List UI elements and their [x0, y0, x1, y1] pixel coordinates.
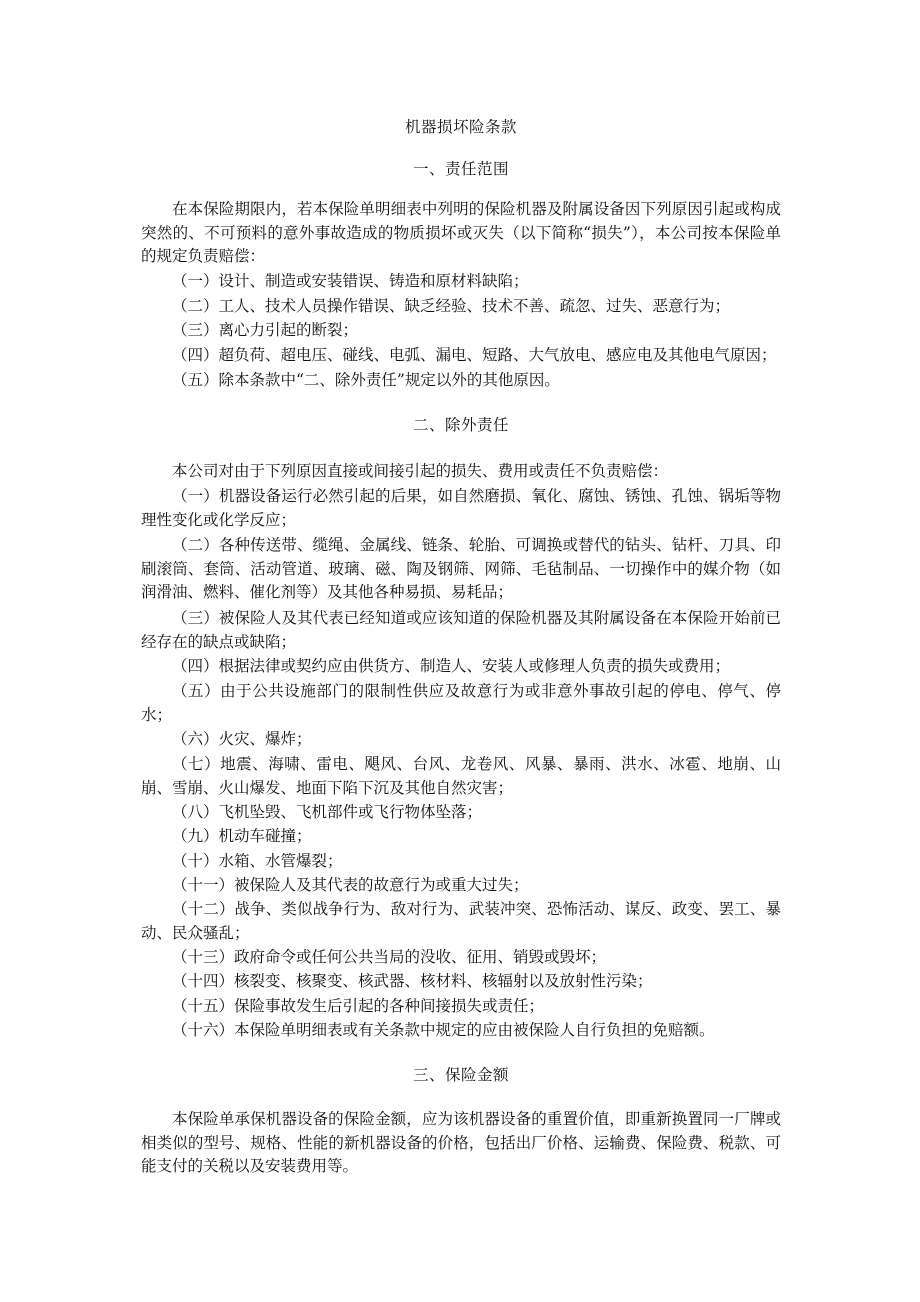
paragraph: 在本保险期限内，若本保险单明细表中列明的保险机器及附属设备因下列原因引起或构成突然的、不可预料的意外事故造成的物质损坏或灭失（以下简称“损失”），本公司按本保险单的规定负责赔偿：: [141, 200, 781, 266]
list-item: （十）水箱、水管爆裂；: [172, 852, 343, 870]
paragraph: 本保险单承保机器设备的保险金额，应为该机器设备的重置价值，即重新换置同一厂牌或相类似的型号、规格、性能的新机器设备的价格，包括出厂价格、运输费、保险费、税款、可能支付的关税以及安装费用等。: [141, 1110, 781, 1176]
list-item: （十六）本保险单明细表或有关条款中规定的应由被保险人自行负担的免赔额。: [172, 1021, 715, 1039]
list-item: （八）飞机坠毁、飞机部件或飞行物体坠落；: [172, 803, 483, 821]
list-item: （三）被保险人及其代表已经知道或应该知道的保险机器及其附属设备在本保险开始前已经存在的缺点或缺陷；: [141, 609, 781, 651]
list-item: （三）离心力引起的断裂；: [172, 321, 359, 339]
list-item: （五）由于公共设施部门的限制性供应及故意行为或非意外事故引起的停电、停气、停水；: [141, 682, 781, 724]
list-item: （九）机动车碰撞；: [172, 827, 312, 845]
list-item: （二）工人、技术人员操作错误、缺乏经验、技术不善、疏忽、过失、恶意行为；: [172, 297, 731, 315]
section-heading-exclusions: 二、除外责任: [412, 416, 509, 434]
list-item: （十二）战争、类似战争行为、敌对行为、武装冲突、恐怖活动、谋反、政变、罢工、暴动、民众骚乱；: [141, 900, 781, 942]
list-item: （六）火灾、爆炸；: [172, 730, 312, 748]
section-heading-liability-scope: 一、责任范围: [412, 160, 509, 178]
list-item: （一）设计、制造或安装错误、铸造和原材料缺陷；: [172, 272, 529, 290]
list-item: （二）各种传送带、缆绳、金属线、链条、轮胎、可调换或替代的钻头、钻杆、刀具、印刷滚筒、套筒、活动管道、玻璃、磁、陶及钢筛、网筛、毛毡制品、一切操作中的媒介物（如润滑油、燃料、催化剂等）及其他各种易损、易耗品；: [141, 536, 781, 602]
list-item: （十三）政府命令或任何公共当局的没收、征用、销毁或毁坏；: [172, 948, 607, 966]
paragraph: 本公司对由于下列原因直接或间接引起的损失、费用或责任不负责赔偿：: [172, 462, 669, 480]
list-item: （七）地震、海啸、雷电、飓风、台风、龙卷风、风暴、暴雨、洪水、冰雹、地崩、山崩、雪崩、火山爆发、地面下陷下沉及其他自然灾害；: [141, 755, 781, 797]
list-item: （一）机器设备运行必然引起的后果，如自然磨损、氧化、腐蚀、锈蚀、孔蚀、锅垢等物理性变化或化学反应；: [141, 487, 781, 529]
list-item: （四）根据法律或契约应由供货方、制造人、安装人或修理人负责的损失或费用；: [172, 657, 731, 675]
list-item: （十四）核裂变、核聚变、核武器、核材料、核辐射以及放射性污染；: [172, 972, 653, 990]
section-heading-sum-insured: 三、保险金额: [412, 1066, 509, 1084]
list-item: （十一）被保险人及其代表的故意行为或重大过失；: [172, 876, 529, 894]
list-item: （十五）保险事故发生后引起的各种间接损失或责任；: [172, 997, 545, 1015]
list-item: （四）超负荷、超电压、碰线、电弧、漏电、短路、大气放电、感应电及其他电气原因；: [172, 346, 777, 364]
document-title: 机器损坏险条款: [404, 118, 517, 136]
list-item: （五）除本条款中“二、除外责任”规定以外的其他原因。: [172, 371, 560, 389]
